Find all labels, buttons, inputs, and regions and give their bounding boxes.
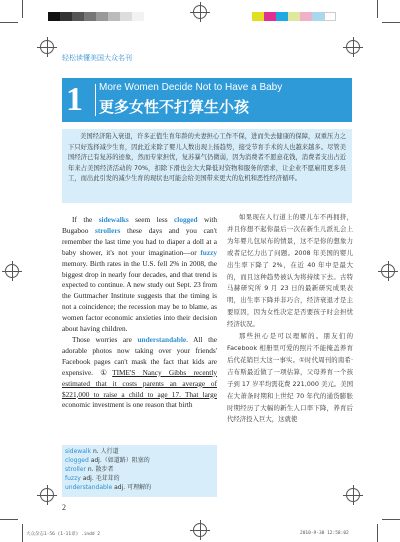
chapter-title-en: More Women Decide Not to Have a Baby	[99, 82, 283, 93]
color-scale-bar	[252, 8, 336, 17]
summary-text: 美国经济陷入衰退，许多正值生育年龄的夫妻担心工作不保，进而失去健康的保障，双重压力之下只好选择减少生育，因此近来除了婴儿人数出现上扬趋势，接受节育手术的人也越来越多。尽管美国经济已有复苏的迹象，然而专家担忧，复苏暴气仍微弱，因为消费者不愿意花钱，消费者支出占近年来占美国经济活动的 70%，扣除下滑也会大大降低对资物和服务的需求，让企业不愿雇用更多员工，而出此引发的减少生育的现状也可能会给美国带来更大的危机和恶性经济循环。	[68, 133, 346, 182]
paragraph-en-2: Those worries are understandable. All the adorable photos now taking over your friends' Facebook pages can't mask the fact that kids are expensive. ①TIME'S Nancy Gibbs recently estimated that it costs parents an average of $221,000 to raise a child to age 17. That large economic investment is one reason that birth	[62, 334, 217, 410]
crop-mark	[377, 524, 378, 542]
chapter-number: 1	[66, 81, 83, 118]
series-title: 轻松读懂美国大众名刊	[62, 54, 132, 62]
registration-mark	[40, 488, 54, 502]
crop-mark	[22, 524, 23, 542]
banner-divider	[95, 84, 96, 116]
vocab-item: stroller n. 散步者	[65, 466, 114, 473]
vocabulary-box	[62, 445, 217, 497]
crop-mark	[377, 0, 378, 18]
keyword-fuzzy: fuzzy	[200, 247, 217, 257]
keyword-strollers: strollers	[95, 225, 121, 235]
registration-mark	[5, 264, 19, 278]
paragraph-zh-1: 如果现在人行道上的婴儿车不再拥挤，并且你想不起你最后一次在新生儿派礼会上为年婴儿包尿布的情景，这不是你的想象力或者记忆力出了问题。2008 年美国的婴儿出生率下降了 2%，在近 40 年中是最大的，而且这种趋势被认为将持续下去。古特马赫研究所 9 月 23 日的最新研究成果表明，出生率下降并非巧合，经济衰退才是主要原因，因为女性决定是否要孩子时会担忧经济状况。	[227, 213, 353, 329]
article-english	[62, 215, 217, 411]
crop-mark	[0, 22, 18, 23]
crop-mark	[22, 0, 23, 18]
footer-file-info: 大众杂志1-56 (1-11章) .indd 2	[26, 532, 100, 537]
registration-mark	[40, 40, 54, 54]
registration-mark	[346, 40, 360, 54]
gray-scale-bar	[48, 8, 144, 17]
keyword-clogged: clogged	[174, 215, 198, 224]
crop-mark	[382, 22, 400, 23]
paragraph-en-1: If the sidewalks seem less clogged with Bugaboo strollers these days and you can't remember the last time you had to diaper a doll at a baby shower, it's not your imagination—or fuzzy memory. Birth rates in the U.S. fell 2% in 2008, the biggest drop in nearly four decades, and that trend is expected to continue. A new study out Sept. 23 from the Guttmacher Institute suggests that the timing is not a coincidence; the recession may be to blame, as women factor economic anxieties into their decision about having children.	[62, 215, 217, 334]
registration-mark	[193, 523, 207, 537]
keyword-sidewalks: sidewalks	[98, 215, 129, 224]
page-number: 2	[62, 503, 66, 512]
registration-mark	[346, 488, 360, 502]
chapter-title-zh: 更多女性不打算生小孩	[99, 98, 250, 116]
summary-box	[62, 129, 352, 203]
footer-timestamp: 2010-9-30 12:58:02	[300, 531, 349, 536]
registration-mark	[381, 264, 395, 278]
keyword-understandable: understandable	[137, 334, 187, 344]
registration-mark	[193, 5, 207, 19]
vocab-item: understandable adj. 可理解的	[65, 484, 152, 491]
paragraph-zh-2: 那些担心是可以理解的。朋友们的 Facebook 相册里可爱的照片不能掩盖养育后代花销巨大这一事实。①时代周刊的南希·吉布斯最近做了一项估算，父母养育一个孩子到 17 岁平均需花费 221,000 美元。美国在大萧条时期和上世纪 70 年代的通货膨胀时期经历了大幅的新生人口率下降，养育后代经济投入巨大，这就使	[227, 332, 353, 424]
vocab-item: sidewalk n. 人行道	[65, 448, 119, 455]
chapter-banner	[62, 78, 352, 122]
crop-mark	[382, 519, 400, 520]
crop-mark	[0, 519, 18, 520]
vocab-item: clogged adj.（如道路）阻塞的	[65, 457, 150, 464]
underlined-sentence: TIME'S Nancy Gibbs recently estimated that it costs parents an average of $221,000 to raise a child to age 17. That large	[62, 367, 217, 399]
article-chinese	[227, 212, 353, 426]
vocab-item: fuzzy adj. 毛茸茸的	[65, 475, 120, 482]
